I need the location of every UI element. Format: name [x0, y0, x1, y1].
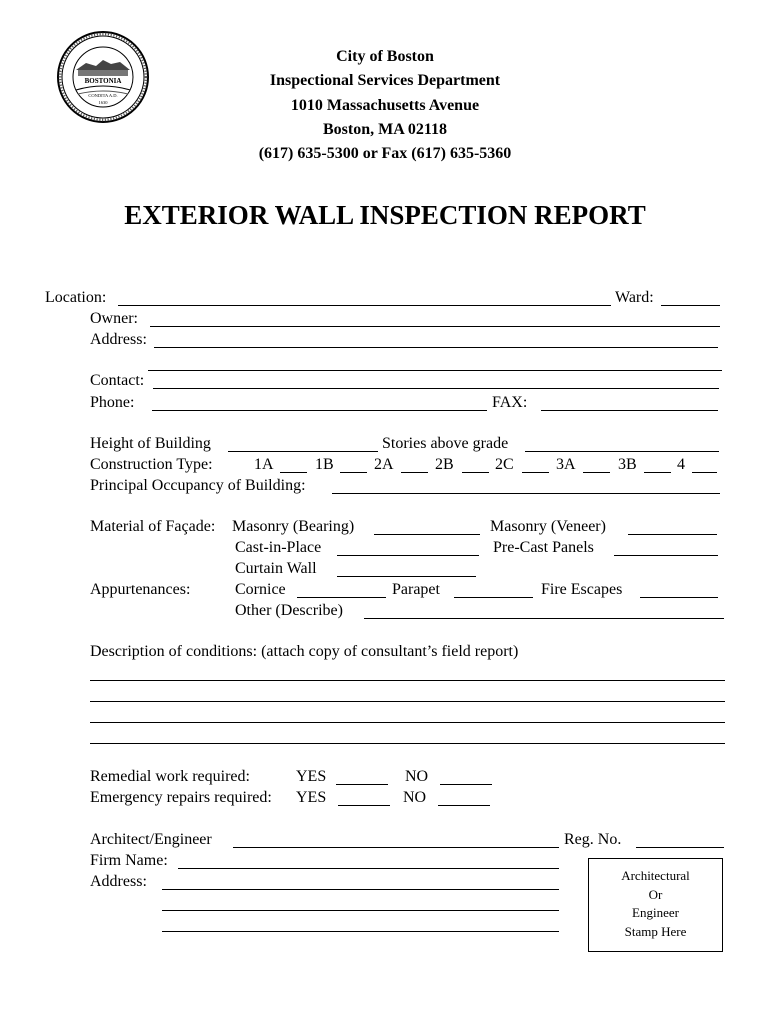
- curtain-wall-label: Curtain Wall: [235, 560, 317, 577]
- description-label: Description of conditions: (attach copy of consultant’s field report): [90, 643, 519, 660]
- description-field-line4[interactable]: [90, 743, 725, 744]
- masonry-veneer-label: Masonry (Veneer): [490, 518, 606, 535]
- page-title: EXTERIOR WALL INSPECTION REPORT: [124, 200, 646, 230]
- contact-label: Contact:: [90, 372, 145, 389]
- description-field-line1[interactable]: [90, 680, 725, 681]
- fire-escapes-field[interactable]: [640, 597, 718, 598]
- type-2c-field[interactable]: [522, 472, 549, 473]
- occupancy-field[interactable]: [332, 493, 720, 494]
- masonry-veneer-field[interactable]: [628, 534, 717, 535]
- architect-address-field-line1[interactable]: [162, 889, 559, 890]
- type-1b-label: 1B: [315, 456, 334, 473]
- cast-in-place-field[interactable]: [337, 555, 479, 556]
- location-field[interactable]: [118, 305, 611, 306]
- remedial-yes-field[interactable]: [336, 784, 388, 785]
- architect-address-field-line2[interactable]: [162, 910, 559, 911]
- phone-field[interactable]: [152, 410, 487, 411]
- parapet-field[interactable]: [454, 597, 533, 598]
- architect-address-field-line3[interactable]: [162, 931, 559, 932]
- type-3a-field[interactable]: [583, 472, 610, 473]
- svg-text:CONDITA A.D.: CONDITA A.D.: [88, 93, 118, 98]
- stamp-line3: Engineer: [632, 905, 679, 920]
- remedial-no-label: NO: [405, 768, 429, 785]
- firm-name-label: Firm Name:: [90, 852, 168, 869]
- ward-field[interactable]: [661, 305, 720, 306]
- location-label: Location:: [45, 289, 107, 306]
- emergency-no-label: NO: [403, 789, 427, 806]
- architect-label: Architect/Engineer: [90, 831, 212, 848]
- contact-field[interactable]: [153, 388, 719, 389]
- type-2c-label: 2C: [495, 456, 514, 473]
- remedial-label: Remedial work required:: [90, 768, 250, 785]
- stamp-line4: Stamp Here: [624, 923, 687, 939]
- architect-field[interactable]: [233, 847, 559, 848]
- owner-label: Owner:: [90, 310, 138, 327]
- remedial-no-field[interactable]: [440, 784, 492, 785]
- cornice-label: Cornice: [235, 581, 286, 598]
- emergency-label: Emergency repairs required:: [90, 789, 272, 806]
- stamp-box: [588, 858, 723, 952]
- emergency-yes-label: YES: [296, 789, 327, 806]
- architect-address-label: Address:: [90, 873, 147, 890]
- fire-escapes-label: Fire Escapes: [541, 581, 623, 598]
- header-street: 1010 Massachusetts Avenue: [290, 97, 480, 114]
- ward-label: Ward:: [615, 289, 654, 306]
- other-field[interactable]: [364, 618, 724, 619]
- header-city: City of Boston: [336, 48, 434, 65]
- type-3b-field[interactable]: [644, 472, 671, 473]
- stories-field[interactable]: [525, 451, 719, 452]
- precast-label: Pre-Cast Panels: [493, 539, 594, 556]
- address-field-line2[interactable]: [148, 370, 722, 371]
- owner-field[interactable]: [150, 326, 720, 327]
- header-department: Inspectional Services Department: [269, 72, 501, 89]
- svg-text:BOSTONIA: BOSTONIA: [84, 77, 122, 85]
- stamp-line1: Architectural: [621, 868, 690, 883]
- cast-in-place-label: Cast-in-Place: [235, 539, 322, 556]
- curtain-wall-field[interactable]: [337, 576, 476, 577]
- remedial-yes-label: YES: [296, 768, 327, 785]
- phone-label: Phone:: [90, 394, 135, 411]
- type-1a-field[interactable]: [280, 472, 307, 473]
- stories-label: Stories above grade: [382, 435, 509, 452]
- type-2b-label: 2B: [435, 456, 454, 473]
- other-label: Other (Describe): [235, 602, 343, 619]
- svg-text:1630: 1630: [98, 100, 108, 105]
- fax-field[interactable]: [541, 410, 718, 411]
- height-field[interactable]: [228, 451, 378, 452]
- masonry-bearing-field[interactable]: [374, 534, 480, 535]
- fax-label: FAX:: [492, 394, 528, 411]
- type-3b-label: 3B: [618, 456, 637, 473]
- precast-field[interactable]: [614, 555, 718, 556]
- address-label: Address:: [90, 331, 147, 348]
- type-2b-field[interactable]: [462, 472, 489, 473]
- construction-type-label: Construction Type:: [90, 456, 213, 473]
- stamp-line2: Or: [648, 886, 663, 902]
- material-label: Material of Façade:: [90, 518, 216, 535]
- reg-no-field[interactable]: [636, 847, 724, 848]
- occupancy-label: Principal Occupancy of Building:: [90, 477, 306, 494]
- type-1b-field[interactable]: [340, 472, 367, 473]
- type-4-field[interactable]: [692, 472, 717, 473]
- description-field-line3[interactable]: [90, 722, 725, 723]
- type-2a-label: 2A: [374, 456, 394, 473]
- emergency-no-field[interactable]: [438, 805, 490, 806]
- address-field[interactable]: [154, 347, 718, 348]
- firm-name-field[interactable]: [178, 868, 559, 869]
- type-4-label: 4: [677, 456, 685, 473]
- type-3a-label: 3A: [556, 456, 576, 473]
- cornice-field[interactable]: [297, 597, 386, 598]
- reg-no-label: Reg. No.: [564, 831, 622, 848]
- height-label: Height of Building: [90, 435, 211, 452]
- type-2a-field[interactable]: [401, 472, 428, 473]
- masonry-bearing-label: Masonry (Bearing): [232, 518, 355, 535]
- description-field-line2[interactable]: [90, 701, 725, 702]
- parapet-label: Parapet: [392, 581, 440, 598]
- type-1a-label: 1A: [254, 456, 274, 473]
- appurtenances-label: Appurtenances:: [90, 581, 191, 598]
- header-phone: (617) 635-5300 or Fax (617) 635-5360: [258, 145, 512, 162]
- header-city-zip: Boston, MA 02118: [322, 121, 447, 138]
- emergency-yes-field[interactable]: [338, 805, 390, 806]
